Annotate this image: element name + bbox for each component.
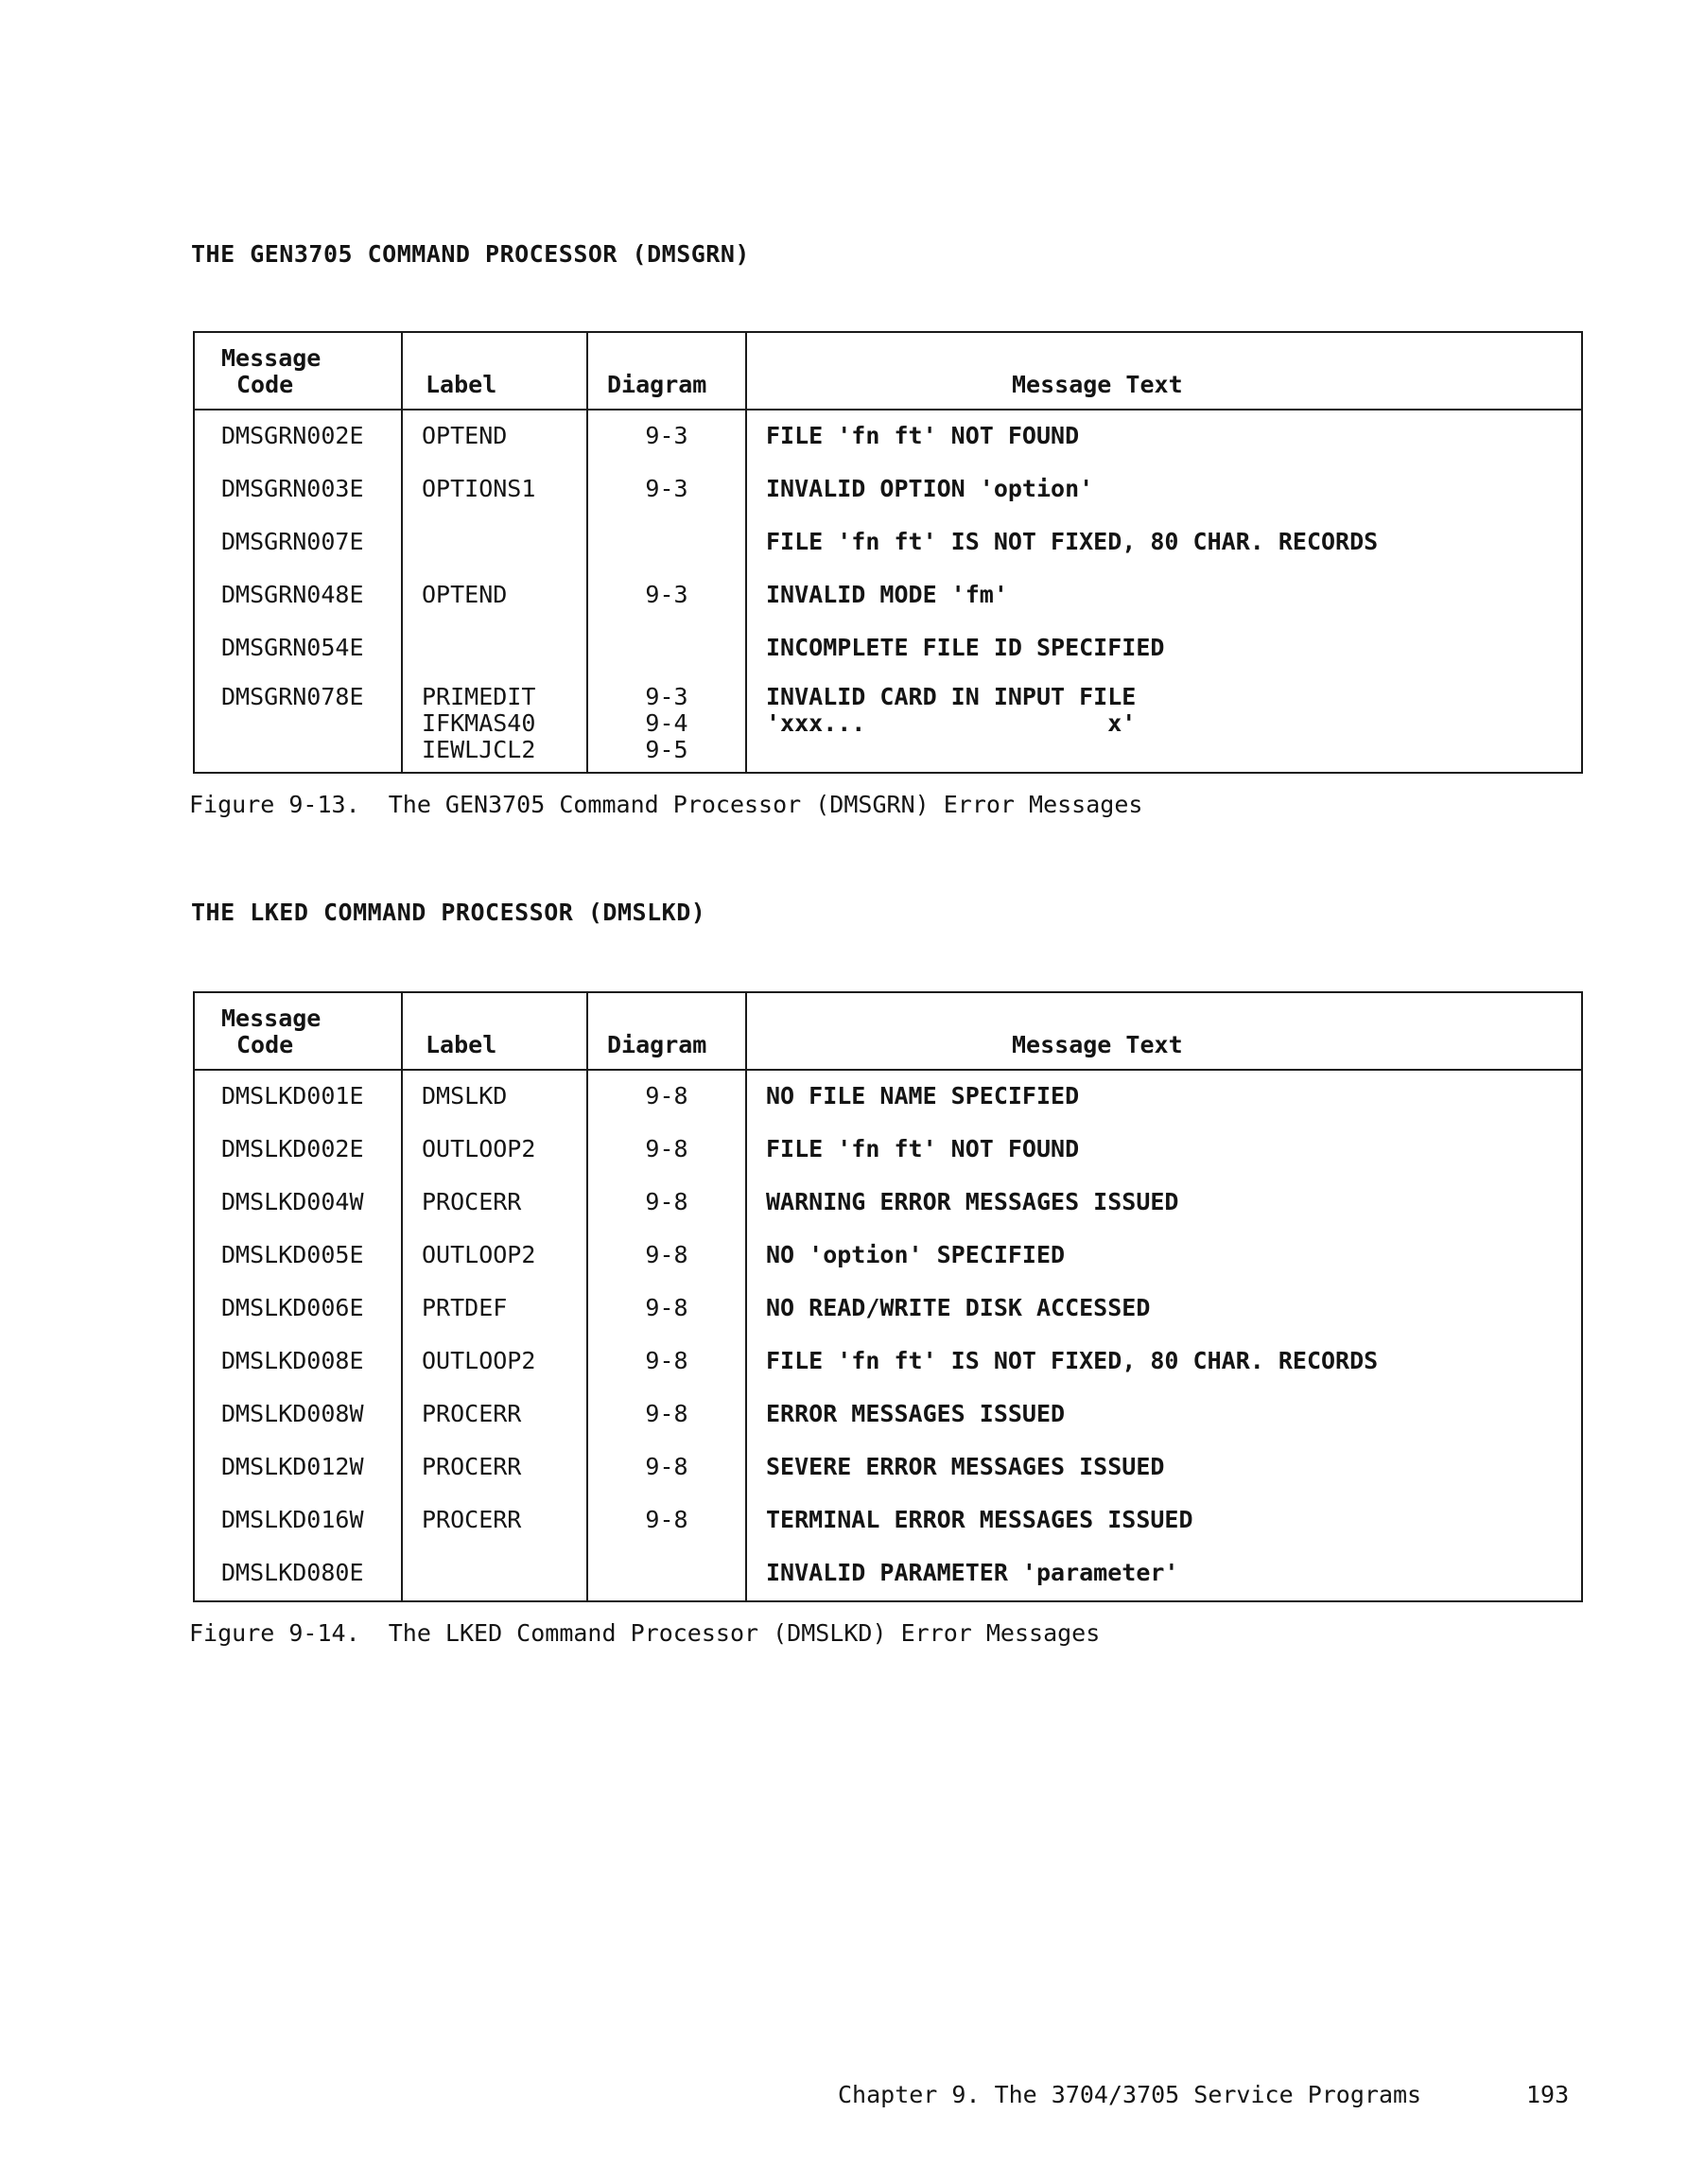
label: PRTDEF (422, 1294, 508, 1321)
diagram: 9-5 (645, 736, 688, 763)
message-text: INVALID MODE 'fm' (766, 581, 1008, 608)
diagram: 9-8 (645, 1082, 688, 1109)
header-diagram: Diagram (607, 1031, 707, 1058)
diagram: 9-8 (645, 1188, 688, 1215)
message-text: INCOMPLETE FILE ID SPECIFIED (766, 634, 1165, 661)
header-label: Label (426, 1031, 497, 1058)
message-text: TERMINAL ERROR MESSAGES ISSUED (766, 1506, 1193, 1533)
message-code: DMSGRN007E (221, 528, 364, 555)
diagram: 9-8 (645, 1506, 688, 1533)
diagram: 9-8 (645, 1400, 688, 1427)
header-message-code-2: Code (236, 1031, 294, 1058)
header-message-text: Message Text (1012, 371, 1183, 398)
gen3705-message-table (193, 331, 1583, 774)
message-code: DMSLKD006E (221, 1294, 364, 1321)
message-code: DMSLKD002E (221, 1135, 364, 1162)
message-text: SEVERE ERROR MESSAGES ISSUED (766, 1453, 1165, 1480)
table-row (195, 1071, 1581, 1124)
table-row (195, 1494, 1581, 1547)
label: DMSLKD (422, 1082, 508, 1109)
table-row (195, 463, 1581, 516)
message-text: ERROR MESSAGES ISSUED (766, 1400, 1066, 1427)
table-row (195, 1283, 1581, 1336)
diagram: 9-8 (645, 1241, 688, 1268)
table-row (195, 675, 1581, 766)
message-text: NO 'option' SPECIFIED (766, 1241, 1066, 1268)
section-heading-lked: THE LKED COMMAND PROCESSOR (DMSLKD) (191, 899, 706, 926)
message-text: FILE 'fn ft' IS NOT FIXED, 80 CHAR. RECORDS (766, 528, 1379, 555)
header-label: Label (426, 371, 497, 398)
diagram: 9-4 (645, 709, 688, 737)
header-message-code: Message (221, 1005, 322, 1032)
message-code: DMSLKD008W (221, 1400, 364, 1427)
label: OUTLOOP2 (422, 1241, 536, 1268)
message-code: DMSLKD001E (221, 1082, 364, 1109)
message-text: INVALID CARD IN INPUT FILE (766, 683, 1137, 710)
label: IFKMAS40 (422, 709, 536, 737)
label: PROCERR (422, 1506, 522, 1533)
table-row (195, 1336, 1581, 1389)
label: PRIMEDIT (422, 683, 536, 710)
table-header (195, 993, 1581, 1071)
label: PROCERR (422, 1400, 522, 1427)
diagram: 9-3 (645, 581, 688, 608)
message-text: WARNING ERROR MESSAGES ISSUED (766, 1188, 1179, 1215)
table-row (195, 1230, 1581, 1283)
diagram: 9-8 (645, 1453, 688, 1480)
label: PROCERR (422, 1188, 522, 1215)
table-row (195, 516, 1581, 569)
table-row (195, 1441, 1581, 1494)
message-code: DMSLKD016W (221, 1506, 364, 1533)
message-code: DMSGRN048E (221, 581, 364, 608)
message-text: 'xxx... x' (766, 709, 1137, 737)
diagram: 9-8 (645, 1135, 688, 1162)
figure-caption-9-14: Figure 9-14. The LKED Command Processor (DMSLKD) Error Messages (189, 1619, 1101, 1647)
label: OUTLOOP2 (422, 1135, 536, 1162)
message-code: DMSLKD080E (221, 1559, 364, 1586)
header-message-code: Message (221, 344, 322, 372)
message-text: NO READ/WRITE DISK ACCESSED (766, 1294, 1151, 1321)
page-footer-chapter: Chapter 9. The 3704/3705 Service Programs (838, 2081, 1422, 2108)
message-code: DMSLKD004W (221, 1188, 364, 1215)
figure-caption-9-13: Figure 9-13. The GEN3705 Command Processor (DMSGRN) Error Messages (189, 791, 1143, 818)
lked-rows (195, 1071, 1581, 1600)
message-text: FILE 'fn ft' NOT FOUND (766, 1135, 1080, 1162)
label: IEWLJCL2 (422, 736, 536, 763)
label: OUTLOOP2 (422, 1347, 536, 1374)
section-heading-gen3705: THE GEN3705 COMMAND PROCESSOR (DMSGRN) (191, 240, 750, 268)
message-code: DMSGRN078E (221, 683, 364, 710)
message-text: FILE 'fn ft' IS NOT FIXED, 80 CHAR. RECORDS (766, 1347, 1379, 1374)
page-number: 193 (1526, 2081, 1570, 2108)
message-code: DMSLKD005E (221, 1241, 364, 1268)
gen3705-rows (195, 411, 1581, 675)
header-message-text: Message Text (1012, 1031, 1183, 1058)
message-text: INVALID OPTION 'option' (766, 475, 1094, 502)
header-message-code-2: Code (236, 371, 294, 398)
message-text: INVALID PARAMETER 'parameter' (766, 1559, 1179, 1586)
message-code: DMSGRN002E (221, 422, 364, 449)
label: OPTEND (422, 422, 508, 449)
header-diagram: Diagram (607, 371, 707, 398)
table-row (195, 1124, 1581, 1177)
label: PROCERR (422, 1453, 522, 1480)
label: OPTEND (422, 581, 508, 608)
diagram: 9-8 (645, 1347, 688, 1374)
diagram: 9-3 (645, 683, 688, 710)
table-row (195, 569, 1581, 622)
message-text: FILE 'fn ft' NOT FOUND (766, 422, 1080, 449)
table-row (195, 1547, 1581, 1600)
label: OPTIONS1 (422, 475, 536, 502)
table-row (195, 411, 1581, 463)
table-row (195, 622, 1581, 675)
diagram: 9-3 (645, 475, 688, 502)
message-code: DMSGRN003E (221, 475, 364, 502)
message-code: DMSLKD012W (221, 1453, 364, 1480)
table-row (195, 1389, 1581, 1441)
diagram: 9-8 (645, 1294, 688, 1321)
message-text: NO FILE NAME SPECIFIED (766, 1082, 1080, 1109)
diagram: 9-3 (645, 422, 688, 449)
message-code: DMSGRN054E (221, 634, 364, 661)
lked-message-table (193, 991, 1583, 1602)
message-code: DMSLKD008E (221, 1347, 364, 1374)
table-header (195, 333, 1581, 411)
table-row (195, 1177, 1581, 1230)
